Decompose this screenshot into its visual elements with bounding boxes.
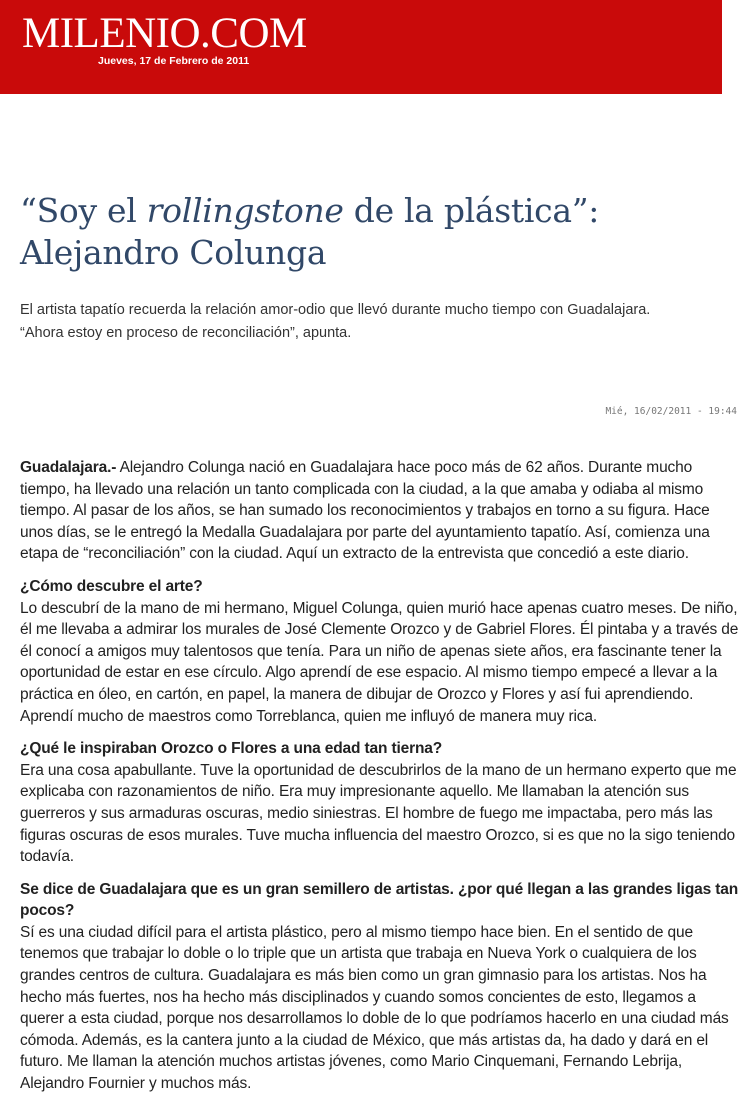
intro-text: Alejandro Colunga nació en Guadalajara hace poco más de 62 años. Durante mucho tiempo, ha llevado una relación un tanto complicada con la ciudad, a la que amaba y odiaba al mismo tiempo. Al pasar de los años, se han sumado los reconocimientos y trabajos en torno a su figura. Hace unos días, se le entregó la Medalla Guadalajara por parte del ayuntamiento tapatío. Así, comienza una etapa de “reconciliación” con la ciudad. Aquí un extracto de la entrevista que concedió a este diario. (20, 459, 710, 563)
title-italic: rollingstone (146, 191, 344, 230)
answer: Era una cosa apabullante. Tuve la oportunidad de descubrirlos de la mano de un hermano experto que me explicaba con razonamientos de niño. Era muy impresionante aquello. Me llamaban la atención sus guerreros y sus armaduras oscuras, medio siniestras. El hombre de fuego me impactaba, pero más las figuras oscuras de esos murales. Tuve mucha influencia del maestro Orozco, si es que no la sigo teniendo todavía. (20, 761, 737, 866)
intro-paragraph (20, 457, 742, 565)
qa-block (20, 576, 742, 727)
question: ¿Qué le inspiraban Orozco o Flores a una edad tan tierna? (20, 740, 443, 758)
qa-block (20, 879, 742, 1095)
article-title (20, 190, 720, 274)
article-body (20, 457, 742, 1106)
title-end: de la plástica”: Alejandro Colunga (20, 191, 600, 272)
summary-line-1: El artista tapatío recuerda la relación amor-odio que llevó durante mucho tiempo con Guadalajara. (20, 302, 651, 318)
edition-date: Jueves, 17 de Febrero de 2011 (98, 55, 250, 67)
site-logo[interactable]: MILENIO.COM (22, 10, 307, 57)
summary-line-2: “Ahora estoy en proceso de reconciliación”, apunta. (20, 325, 352, 341)
dateline: Guadalajara.- (20, 459, 117, 476)
answer: Lo descubrí de la mano de mi hermano, Miguel Colunga, quien murió hace apenas cuatro meses. De niño, él me llevaba a admirar los murales de José Clemente Orozco y de Gabriel Flores. Él pintaba y a través de él conocí a amigos muy talentosos que tenía. Para un niño de apenas siete años, era fascinante tener la oportunidad de estar en ese círculo. Algo aprendí de ese espacio. Al mismo tiempo empecé a llevar a la práctica en óleo, en cartón, en papel, la manera de dibujar de Orozco y Flores y así fui aprendiendo. Aprendí mucho de maestros como Torreblanca, quien me influyó de manera muy rica. (20, 599, 739, 725)
question: ¿Cómo descubre el arte? (20, 577, 203, 595)
article-summary (20, 299, 725, 345)
masthead (0, 0, 722, 94)
question: Se dice de Guadalajara que es un gran semillero de artistas. ¿por qué llegan a las grandes ligas tan pocos? (20, 880, 739, 920)
answer: Sí es una ciudad difícil para el artista plástico, pero al mismo tiempo hace bien. En el sentido de que tenemos que trabajar lo doble o lo triple que un artista que trabaja en Nueva York o cualquiera de los grandes centros de cultura. Guadalajara es más bien como un gran gimnasio para los artistas. Nos ha hecho más fuertes, nos ha hecho más disciplinados y cuando somos concientes de esto, llegamos a querer a esta ciudad, porque nos desarrollamos lo doble de lo que podríamos hacerlo en una ciudad más cómoda. Además, es la cantera junto a la ciudad de México, que más artistas da, ha dado y dará en el futuro. Me llaman la atención muchos artistas jóvenes, como Mario Cinquemani, Fernando Lebrija, Alejandro Fournier y muchos más. (20, 923, 729, 1093)
publish-timestamp: Mié, 16/02/2011 - 19:44 (605, 406, 737, 417)
qa-block (20, 738, 742, 868)
title-start: “Soy el (20, 191, 147, 230)
